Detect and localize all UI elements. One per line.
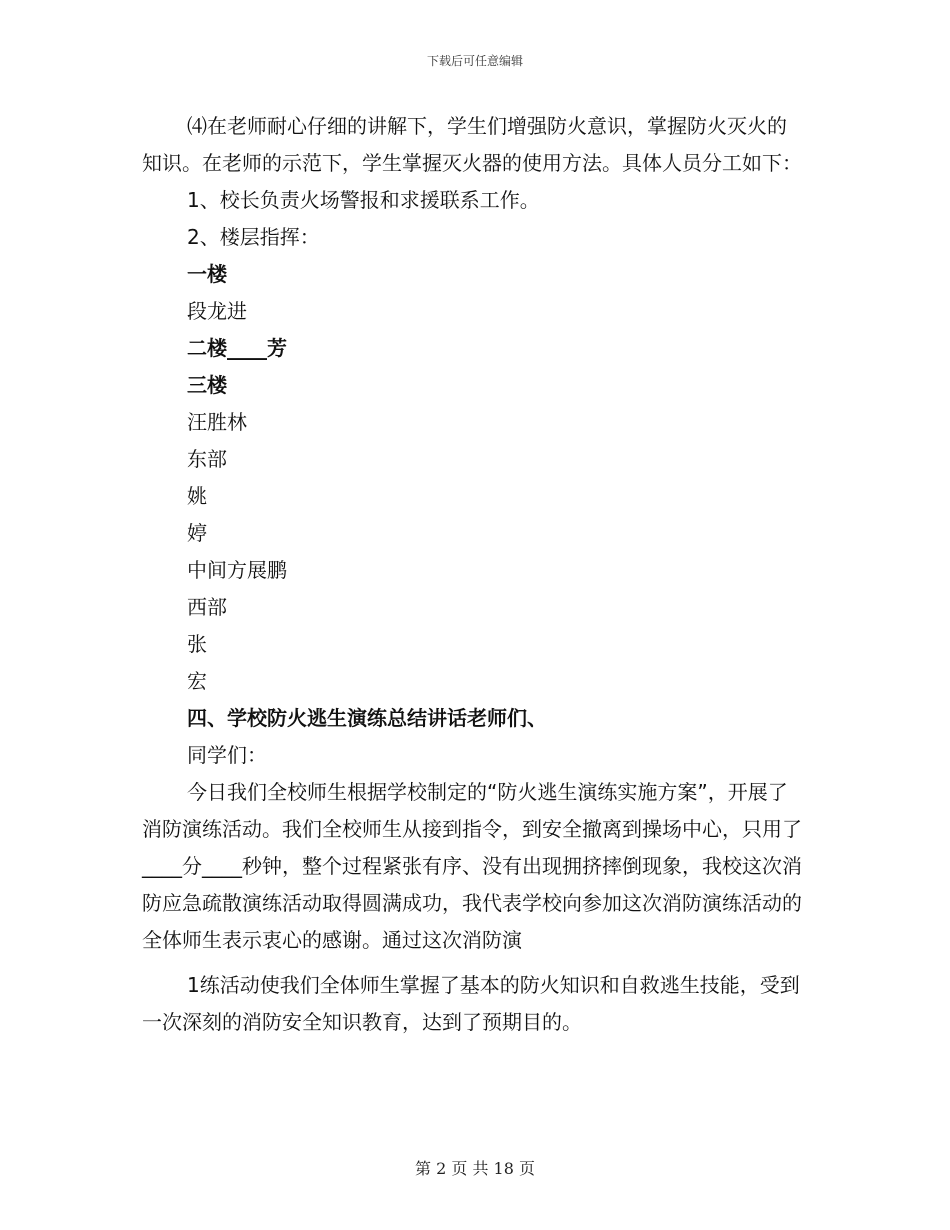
- document-body: [142, 108, 802, 1041]
- list-item: 姚: [187, 484, 207, 508]
- paragraph-gap: [142, 959, 802, 967]
- floor-heading: 一楼: [187, 262, 227, 286]
- list-item: 2、楼层指挥：: [187, 225, 320, 249]
- list-item: 中间方展鹏: [187, 558, 287, 582]
- page-footer: 第 2 页 共 18 页: [415, 1159, 535, 1178]
- list-item: 1、校长负责火场警报和求援联系工作。: [187, 188, 540, 212]
- floor-heading: 二楼____芳: [187, 336, 287, 360]
- section-heading: 四、学校防火逃生演练总结讲话老师们、: [187, 706, 547, 730]
- list-item: 段龙进: [187, 299, 247, 323]
- list-item: 西部: [187, 595, 227, 619]
- salutation: 同学们：: [187, 743, 267, 767]
- list-item: 婷: [187, 521, 207, 545]
- list-item: 汪胜林: [187, 410, 247, 434]
- list-item: 东部: [187, 447, 227, 471]
- paragraph-conclusion: 1练活动使我们全体师生掌握了基本的防火知识和自救逃生技能，受到一次深刻的消防安全知识教育，达到了预期目的。: [142, 973, 800, 1034]
- paragraph-intro: ⑷在老师耐心仔细的讲解下，学生们增强防火意识，掌握防火灭火的知识。在老师的示范下，学生掌握灭火器的使用方法。具体人员分工如下：: [142, 114, 802, 175]
- page-header: 下载后可任意编辑: [426, 54, 523, 68]
- paragraph-summary: 今日我们全校师生根据学校制定的“防火逃生演练实施方案”，开展了消防演练活动。我们全校师生从接到指令，到安全撤离到操场中心，只用了____分____秒钟，整个过程紧张有序、没有出现拥挤摔倒现象，我校这次消防应急疏散演练活动取得圆满成功，我代表学校向参加这次消防演练活动的全体师生表示衷心的感谢。通过这次消防演: [142, 780, 802, 952]
- floor-heading: 三楼: [187, 373, 227, 397]
- list-item: 宏: [187, 669, 207, 693]
- list-item: 张: [187, 632, 207, 656]
